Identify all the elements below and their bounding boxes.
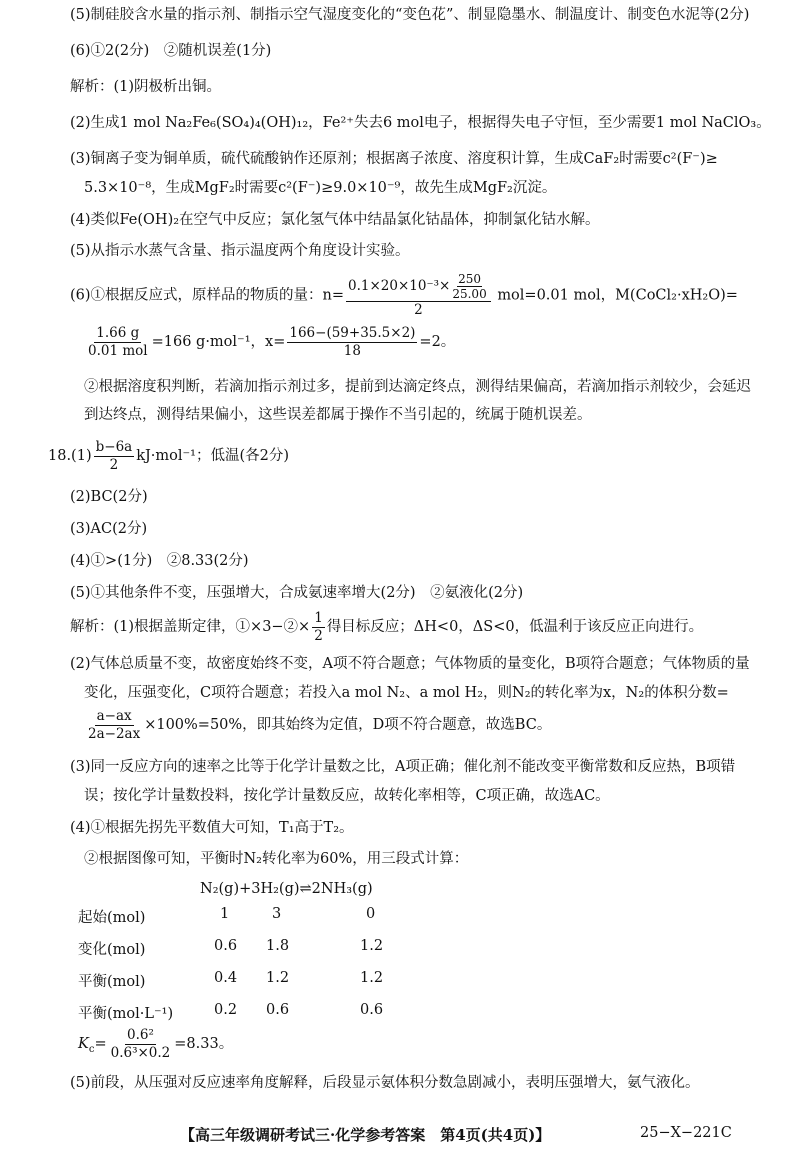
q18-enthalpy-unit: kJ·mol⁻¹；低温(各2分) [136,448,290,464]
kc-symbol: K [78,1036,89,1052]
x-num: 166−(59+35.5×2) [289,324,416,341]
q18-enthalpy-num: b−6a [95,438,133,455]
kc-line [78,1024,770,1070]
q18-analysis-3b: 误；按化学计量数投料，按化学计量数反应，故转化率相等，C项正确，故选AC。 [84,788,610,804]
q18-answer-5: (5)①其他条件不变，压强增大，合成氨速率增大(2分) ②氨液化(2分) [70,585,524,601]
half-num: 1 [314,609,323,626]
kc-equals: = [94,1036,107,1052]
molar-mass-den: 0.01 mol [88,342,148,359]
molar-mass-line [84,322,770,362]
q18-analysis-2c [84,705,770,745]
analysis-3b: 5.3×10⁻⁸，生成MgF₂时需要c²(F⁻)≥9.0×10⁻⁹，故先生成MgF₂沉淀。 [84,180,557,196]
reaction-equation: N₂(g)+3H₂(g)⇌2NH₃(g) [200,881,373,897]
moles-fraction-denominator: 2 [414,302,423,318]
analysis-1: 解析：(1)阴极析出铜。 [70,79,222,95]
n2-value: 0.6 [214,938,238,954]
analysis-6-2a: ②根据溶度积判断，若滴加指示剂过多，提前到达滴定终点，测得结果偏高，若滴加指示剂较少，会延迟 [84,379,751,395]
nh3-value: 0 [366,906,376,922]
answer-6: (6)①2(2分) ②随机误差(1分) [70,43,272,59]
nh3-value: 1.2 [360,938,384,954]
q18-answer-2: (2)BC(2分) [70,489,148,505]
answer-5: (5)制硅胶含水量的指示剂、制指示空气湿度变化的“变色花”、制显隐墨水、制温度计、制变色水泥等(2分) [70,7,750,23]
q18-analysis-5: (5)前段，从压强对反应速率角度解释，后段显示氨体积分数急剧减小，表明压强增大，氨气液化。 [70,1075,700,1091]
dilution-den: 25.00 [452,287,487,301]
h2-value: 3 [272,906,282,922]
dilution-num: 250 [458,272,481,286]
n2-value: 1 [220,906,230,922]
q18-answer-4: (4)①>(1分) ②8.33(2分) [70,553,249,569]
moles-fraction-numerator: 0.1×20×10⁻³× [348,278,451,294]
q18-analysis-1-tail: 得目标反应；ΔH<0，ΔS<0，低温利于该反应正向进行。 [326,619,704,635]
q18-analysis-1 [70,607,770,647]
analysis-2: (2)生成1 mol Na₂Fe₆(SO₄)₄(OH)₁₂，Fe²⁺失去6 mol电子，根据得失电子守恒，至少需要1 mol NaClO₃。 [70,115,771,131]
q18-analysis-2b: 变化，压强变化，C项符合题意；若投入a mol N₂、a mol H₂，则N₂的转化率为x，N₂的体积分数= [84,685,729,701]
nh3-value: 0.6 [360,1002,384,1018]
volume-fraction-den: 2a−2ax [88,725,141,742]
analysis-6-formula-line [70,272,770,319]
kc-subscript: c [88,1043,95,1055]
row-label: 变化(mol) [78,942,146,958]
analysis-6-lead: (6)①根据反应式，原样品的物质的量：n= [70,287,345,304]
q18-enthalpy-fraction [94,439,135,474]
h2-value: 0.6 [266,1002,290,1018]
n2-value: 0.4 [214,970,238,986]
moles-fraction [346,272,491,319]
q18-analysis-3a: (3)同一反应方向的速率之比等于化学计量数之比，A项正确；催化剂不能改变平衡常数和反应热，B项错 [70,759,736,775]
analysis-4: (4)类似Fe(OH)₂在空气中反应；氯化氢气体中结晶氯化钴晶体，抑制氯化钴水解。 [70,212,600,228]
analysis-6-2b: 到达终点，测得结果偏小，这些误差都属于操作不当引起的，统属于随机误差。 [84,407,592,423]
row-label: 起始(mol) [78,910,146,926]
analysis-6-tail: mol=0.01 mol，M(CoCl₂·xH₂O)= [497,287,738,304]
q18-label: 18.(1) [48,448,92,464]
molar-mass-mid: =166 g·mol⁻¹，x= [151,334,286,350]
analysis-3a: (3)铜离子变为铜单质，硫代硫酸钠作还原剂；根据离子浓度、溶度积计算，生成CaF₂时需要c²(F⁻)≥ [70,151,718,167]
molar-mass-num: 1.66 g [96,324,140,341]
half-fraction [312,610,325,645]
row-label: 平衡(mol·L⁻¹) [78,1006,174,1022]
kc-fraction [109,1027,173,1062]
dilution-fraction [451,272,487,301]
nh3-value: 1.2 [360,970,384,986]
q18-analysis-4a: (4)①根据先拐先平数值大可知，T₁高于T₂。 [70,820,354,836]
kc-den: 0.6³×0.2 [110,1044,171,1061]
q18-analysis-2a: (2)气体总质量不变，故密度始终不变，A项不符合题意；气体物质的量变化，B项符合题意；气体物质的量 [70,656,750,672]
q18-enthalpy-den: 2 [109,456,119,473]
h2-value: 1.2 [266,970,290,986]
kc-num: 0.6² [127,1026,154,1043]
q18-analysis-4b: ②根据图像可知，平衡时N₂转化率为60%，用三段式计算： [84,851,469,867]
x-den: 18 [343,342,361,359]
x-result: =2。 [419,334,456,350]
document-code: 25−X−221C [640,1125,732,1141]
q18-analysis-2c-tail: ×100%=50%，即其始终为定值，D项不符合题意，故选BC。 [144,717,552,733]
page-footer: 【高三年级调研考试三·化学参考答案 第4页(共4页)】 [180,1126,551,1144]
half-den: 2 [314,627,323,644]
kc-result: =8.33。 [174,1036,234,1052]
x-fraction [287,325,417,360]
volume-fraction [86,708,142,743]
row-label: 平衡(mol) [78,974,146,990]
q18-answer-3: (3)AC(2分) [70,521,148,537]
molar-mass-fraction [86,325,150,360]
n2-value: 0.2 [214,1002,238,1018]
q18-answer-1 [48,436,770,476]
analysis-5: (5)从指示水蒸气含量、指示温度两个角度设计实验。 [70,243,410,259]
h2-value: 1.8 [266,938,290,954]
volume-fraction-num: a−ax [96,707,132,724]
q18-analysis-1-lead: 解析：(1)根据盖斯定律，①×3−②× [70,619,311,635]
